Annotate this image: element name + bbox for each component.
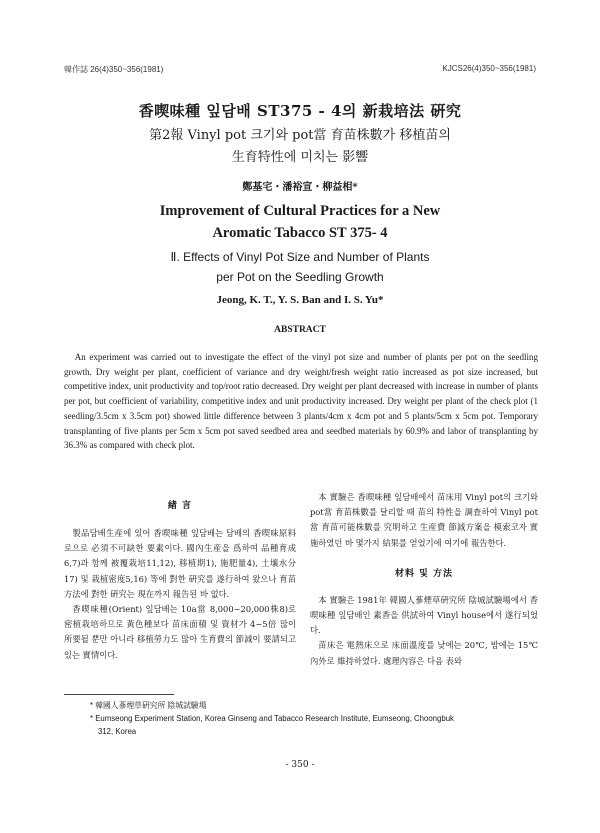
korean-subtitle-line2: 生育特性에 미치는 影響 — [231, 150, 369, 165]
korean-authors: 鄭基宅・潘裕宣・柳益相* — [242, 182, 358, 193]
english-title-line2: Aromatic Tabacco ST 375- 4 — [212, 225, 388, 241]
methods-paragraph-1: 本 實驗은 1981年 韓國人蔘煙草硏究所 陰城試驗場에서 香喫味種 잎담배인 素香을 供試하여 Vinyl house에서 遂行되었다. — [310, 594, 538, 636]
footnote-divider — [64, 694, 174, 695]
introduction-heading: 緖 言 — [167, 501, 193, 511]
right-column — [310, 490, 538, 669]
materials-methods-body — [310, 593, 538, 669]
introduction-paragraph-1: 製品담배生産에 있어 香喫味種 잎담배는 담배의 香喫味原料로으로 必須不可缺한 要素이다. 國內生産을 爲하여 品種育成6,7)과 함께 被覆栽培11,12), 移植期1), 施肥量4), 土壤水分17) 및 栽植密度5,16) 等에 對한 硏究를 遂行하여 왔으나 育苗方法에 對한 硏究는 現在까지 報告된 바 없다. — [64, 528, 296, 599]
footnote-korean: * 韓國人蔘煙草硏究所 陰城試驗場 — [90, 701, 207, 710]
english-subtitle-line2: per Pot on the Seedling Growth — [216, 270, 384, 284]
introduction-paragraph-2: 香喫味種(Orient) 잎담배는 10a當 8,000~20,000株8)로 密植栽培하므로 黃色種보다 苗床面積 및 資材가 4~5倍 많이 所要될 뿐만 아니라 移植勞力도 많아 生育費의 節減이 要請되고 있는 實情이다. — [64, 604, 296, 660]
left-column — [64, 498, 296, 663]
english-authors: Jeong, K. T., Y. S. Ban and I. S. Yu* — [216, 294, 384, 306]
abstract-heading: ABSTRACT — [274, 325, 326, 335]
page-number: - 350 - — [285, 760, 315, 770]
footnote-english-cont: 312, Korea — [98, 727, 137, 736]
korean-subtitle-line1: 第2報 Vinyl pot 크기와 pot當 育苗株數가 移植苗의 — [149, 128, 451, 143]
abstract-text: An experiment was carried out to investigate the effect of the vinyl pot size and number of plants per pot on the seedling growth. Dry weight per plant, coefficient of variance and dry weight/fresh weight ratio increased as pot size increased, but competitive index, unit productivity and top/root ratio decreased. Dry weight per plant decreased with increase in number of plants per pot, but coefficient of variability, competitive index and unit productivity increased. Dry weight per plant of the check plot (1 seedling/3.5cm x 3.5cm pot) showed little difference between 3 plants/4cm x 4cm pot and 5 plants/5cm x 5cm pot. Temporary transplanting of five plants per 5cm x 5cm pot saved seedbed area and seedbed materials by 60.9% and labor of transplanting by 36.3% as compared with check plot. — [64, 352, 538, 451]
journal-citation-left: 韓作誌 26(4)350~356(1981) — [64, 65, 164, 74]
introduction-body — [64, 526, 296, 663]
footnote — [90, 699, 550, 738]
korean-title: 香喫味種 잎담배 ST375 - 4의 新栽培法 硏究 — [138, 102, 462, 120]
intro-continuation-paragraph: 本 實驗은 香喫味種 잎담배에서 苗床用 Vinyl pot의 크기와 pot當 育苗株數를 달리할 때 苗의 特性을 調査하여 Vinyl pot當 育苗可能株數를 究明하고 生産費 節減方案을 模索코자 實施하였던 바 몇가지 結果를 얻었기에 여기에 報告한다. — [310, 492, 538, 548]
footnote-english: * Eumseong Experiment Station, Korea Ginseng and Tabacco Research Institute, Eumseong, Choongbuk — [90, 714, 454, 723]
english-title-line1: Improvement of Cultural Practices for a New — [159, 203, 441, 219]
english-subtitle-line1: Ⅱ. Effects of Vinyl Pot Size and Number of Plants — [170, 250, 430, 264]
journal-citation-right: KJCS26(4)350~356(1981) — [442, 64, 536, 73]
methods-paragraph-2: 苗床은 電熱床으로 床面溫度를 낮에는 20℃, 밤에는 15℃ 內外로 維持하였다. 處理內容은 다음 表와 — [310, 640, 538, 666]
intro-continuation — [310, 490, 538, 551]
materials-methods-heading: 材料 및 方法 — [395, 568, 453, 579]
